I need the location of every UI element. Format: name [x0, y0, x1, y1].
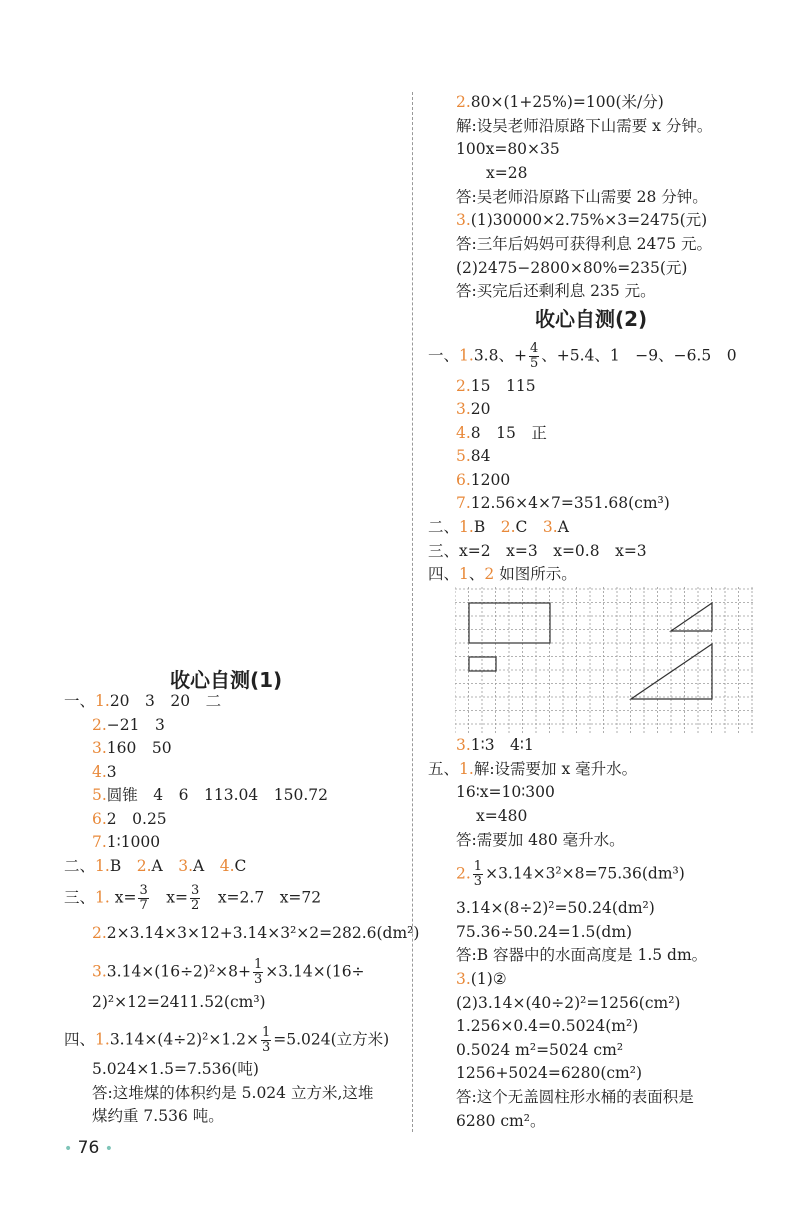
fraction-numerator: 3: [191, 883, 200, 898]
answer-line: [456, 469, 510, 491]
answer-text: x=2 x=3 x=0.8 x=3: [459, 542, 647, 560]
question-number: 1.: [459, 346, 474, 365]
answer-text: 3.14×(16÷2)²×8+: [106, 962, 252, 981]
answer-line: [92, 922, 419, 944]
answer-line: x=480: [476, 807, 528, 825]
answer-line: (2)2475−2800×80%=235(元): [456, 259, 688, 277]
fraction-denominator: 2: [191, 898, 200, 913]
answer-line: [92, 958, 365, 987]
answer-text: 15 115: [470, 377, 536, 395]
answer-line: 2)²×12=2411.52(cm³): [92, 993, 266, 1011]
fraction: [190, 884, 200, 913]
answer-text: B: [473, 518, 486, 536]
question-number: 1.: [95, 888, 110, 907]
answer-text: 3.8、+: [473, 346, 527, 365]
fraction: [253, 958, 263, 987]
answer-line: 答:买完后还剩利息 235 元。: [456, 282, 656, 300]
answer-line: 3.14×(8÷2)²=50.24(dm²): [456, 899, 655, 917]
question-number: 3.: [456, 211, 471, 229]
answer-text: 1∶1000: [106, 833, 161, 851]
fraction: [473, 860, 483, 889]
dot-icon: •: [104, 1141, 113, 1157]
answer-text: 84: [470, 447, 491, 465]
question-number: 7.: [92, 833, 107, 851]
answer-text: C: [234, 857, 247, 875]
answer-text: x=2.7 x=72: [217, 888, 322, 907]
answer-text: 3: [106, 763, 117, 781]
rectangle-large: [469, 603, 550, 643]
answer-line: 1256+5024=6280(cm²): [456, 1064, 642, 1082]
fraction-denominator: 3: [254, 972, 263, 987]
question-number: 3.: [92, 962, 107, 981]
section-label: 四、: [64, 1030, 96, 1049]
question-number: 1.: [95, 692, 110, 710]
question-number: 4.: [92, 763, 107, 781]
fraction: [261, 1026, 271, 1055]
fraction: [138, 884, 148, 913]
question-number: 1: [459, 565, 469, 583]
section-label: 三、: [64, 888, 96, 907]
answer-line: [428, 540, 647, 562]
question-number: 1.: [95, 1030, 110, 1049]
answer-line: [64, 690, 221, 712]
fraction-numerator: 1: [261, 1025, 271, 1040]
answer-line: 1.256×0.4=0.5024(m²): [456, 1017, 639, 1035]
answer-text: 12.56×4×7=351.68(cm³): [470, 494, 670, 512]
question-number: 2.: [500, 518, 516, 536]
section-title: 收心自测(1): [170, 668, 283, 692]
answer-line: [456, 209, 707, 231]
answer-text: ×3.14×(16÷: [265, 962, 365, 981]
page-number-text: 76: [77, 1138, 100, 1158]
answer-line: [456, 398, 491, 420]
question-number: 2.: [456, 864, 471, 883]
answer-line: [92, 784, 328, 806]
answer-line: [456, 375, 536, 397]
section-label: 五、: [428, 760, 460, 778]
answer-line: [64, 884, 321, 913]
answer-text: A: [557, 518, 569, 536]
triangle-small: [671, 603, 712, 631]
section-label: 一、: [64, 692, 96, 710]
answer-line: [92, 714, 165, 736]
answer-line: [428, 342, 737, 371]
answer-text: 160 50: [106, 739, 172, 757]
answer-text: 1200: [470, 471, 511, 489]
answer-text: =5.024(立方米): [273, 1030, 390, 1049]
question-number: 6.: [456, 471, 471, 489]
question-number: 4.: [456, 424, 471, 442]
answer-line: [456, 91, 664, 113]
answer-line: 答:吴老师沿原路下山需要 28 分钟。: [456, 188, 708, 206]
answer-line: [456, 860, 685, 889]
answer-text: (1)30000×2.75%×3=2475(元): [470, 211, 708, 229]
question-number: 2: [484, 565, 495, 583]
question-number: 5.: [456, 447, 471, 465]
answer-text: 3.14×(4÷2)²×1.2×: [109, 1030, 259, 1049]
answer-text: C: [515, 518, 528, 536]
answer-text: 2 0.25: [106, 810, 167, 828]
question-number: 2.: [92, 924, 107, 942]
answer-text: −21 3: [106, 716, 165, 734]
answer-text: ×3.14×3²×8=75.36(dm³): [485, 864, 685, 883]
answer-line: [456, 422, 547, 444]
question-number: 2.: [456, 93, 471, 111]
answer-line: [456, 968, 507, 990]
answer-text: 20: [470, 400, 491, 418]
answer-line: 6280 cm²。: [456, 1112, 546, 1130]
separator: 、: [468, 565, 485, 583]
question-number: 4.: [219, 857, 235, 875]
question-number: 3.: [178, 857, 194, 875]
answer-text: 2×3.14×3×12+3.14×3²×2=282.6(dm²): [106, 924, 420, 942]
fraction-numerator: 4: [529, 341, 539, 356]
answer-text: 80×(1+25%)=100(米/分): [470, 93, 664, 111]
answer-text: 、+5.4、1 −9、−6.5 0: [541, 346, 737, 365]
answer-line: [456, 492, 670, 514]
answer-text: A: [193, 857, 205, 875]
answer-text: 解:设需要加 x 毫升水。: [473, 760, 638, 778]
question-number: 3.: [456, 736, 471, 754]
question-number: 1.: [459, 518, 474, 536]
fraction-denominator: 7: [139, 898, 148, 913]
answer-line: [92, 737, 172, 759]
section-label: 二、: [428, 518, 460, 536]
dot-icon: •: [64, 1141, 73, 1157]
answer-line: [428, 516, 569, 538]
answer-text: A: [151, 857, 163, 875]
answer-line: (2)3.14×(40÷2)²=1256(cm²): [456, 994, 681, 1012]
answer-text: x=: [114, 888, 137, 907]
answer-line: x=28: [486, 164, 528, 182]
answer-line: 答:B 容器中的水面高度是 1.5 dm。: [456, 946, 708, 964]
answer-line: 100x=80×35: [456, 140, 560, 158]
fraction-numerator: 1: [473, 859, 483, 874]
answer-line: 75.36÷50.24=1.5(dm): [456, 923, 633, 941]
answer-line: 答:三年后妈妈可获得利息 2475 元。: [456, 235, 713, 253]
fraction-denominator: 3: [473, 874, 483, 889]
answer-line: [64, 855, 246, 877]
section-label: 二、: [64, 857, 96, 875]
question-number: 3.: [542, 518, 558, 536]
question-number: 6.: [92, 810, 107, 828]
fraction: [529, 342, 539, 371]
answer-line: [428, 563, 577, 585]
answer-line: [92, 831, 160, 853]
answer-text: 圆锥 4 6 113.04 150.72: [106, 786, 328, 804]
question-number: 2.: [92, 716, 107, 734]
answer-line: 答:需要加 480 毫升水。: [456, 831, 625, 849]
section-label: 四、: [428, 565, 460, 583]
fraction-numerator: 1: [254, 957, 263, 972]
answer-line: [456, 734, 534, 756]
answer-line: [456, 445, 491, 467]
section-label: 一、: [428, 346, 460, 365]
question-number: 2.: [456, 377, 471, 395]
page-number: [64, 1138, 113, 1158]
answer-line: 16∶x=10∶300: [456, 783, 555, 801]
answer-line: 答:这堆煤的体积约是 5.024 立方米,这堆: [92, 1084, 374, 1102]
question-number: 2.: [136, 857, 152, 875]
answer-line: 煤约重 7.536 吨。: [92, 1107, 224, 1125]
fraction-denominator: 5: [529, 356, 539, 371]
question-number: 3.: [92, 739, 107, 757]
answer-line: [92, 808, 167, 830]
question-number: 5.: [92, 786, 107, 804]
section-label: 三、: [428, 542, 460, 560]
answer-line: 答:这个无盖圆柱形水桶的表面积是: [456, 1088, 694, 1106]
column-divider: [412, 92, 413, 1132]
fraction-denominator: 3: [261, 1040, 271, 1055]
answer-text: 20 3 20 二: [109, 692, 222, 710]
answer-line: [428, 758, 637, 780]
question-number: 7.: [456, 494, 471, 512]
section-title: 收心自测(2): [535, 307, 648, 331]
grid-lines: [455, 587, 755, 733]
answer-text: 1∶3 4∶1: [470, 736, 534, 754]
question-number: 1.: [95, 857, 110, 875]
question-number: 3.: [456, 400, 471, 418]
answer-text: 如图所示。: [499, 565, 577, 583]
answer-line: 解:设吴老师沿原路下山需要 x 分钟。: [456, 117, 713, 135]
question-number: 3.: [456, 970, 471, 988]
question-number: 1.: [459, 760, 474, 778]
triangle-large: [631, 644, 712, 699]
answer-text: (1)②: [470, 970, 507, 988]
answer-line: [64, 1026, 389, 1055]
answer-text: x=: [166, 888, 189, 907]
rectangle-small: [469, 657, 496, 671]
grid-figure: [455, 587, 755, 733]
answer-line: 5.024×1.5=7.536(吨): [92, 1060, 259, 1078]
answer-line: [92, 761, 117, 783]
answer-text: 8 15 正: [470, 424, 547, 442]
answer-line: 0.5024 m²=5024 cm²: [456, 1041, 624, 1059]
answer-text: B: [109, 857, 122, 875]
fraction-numerator: 3: [139, 883, 148, 898]
